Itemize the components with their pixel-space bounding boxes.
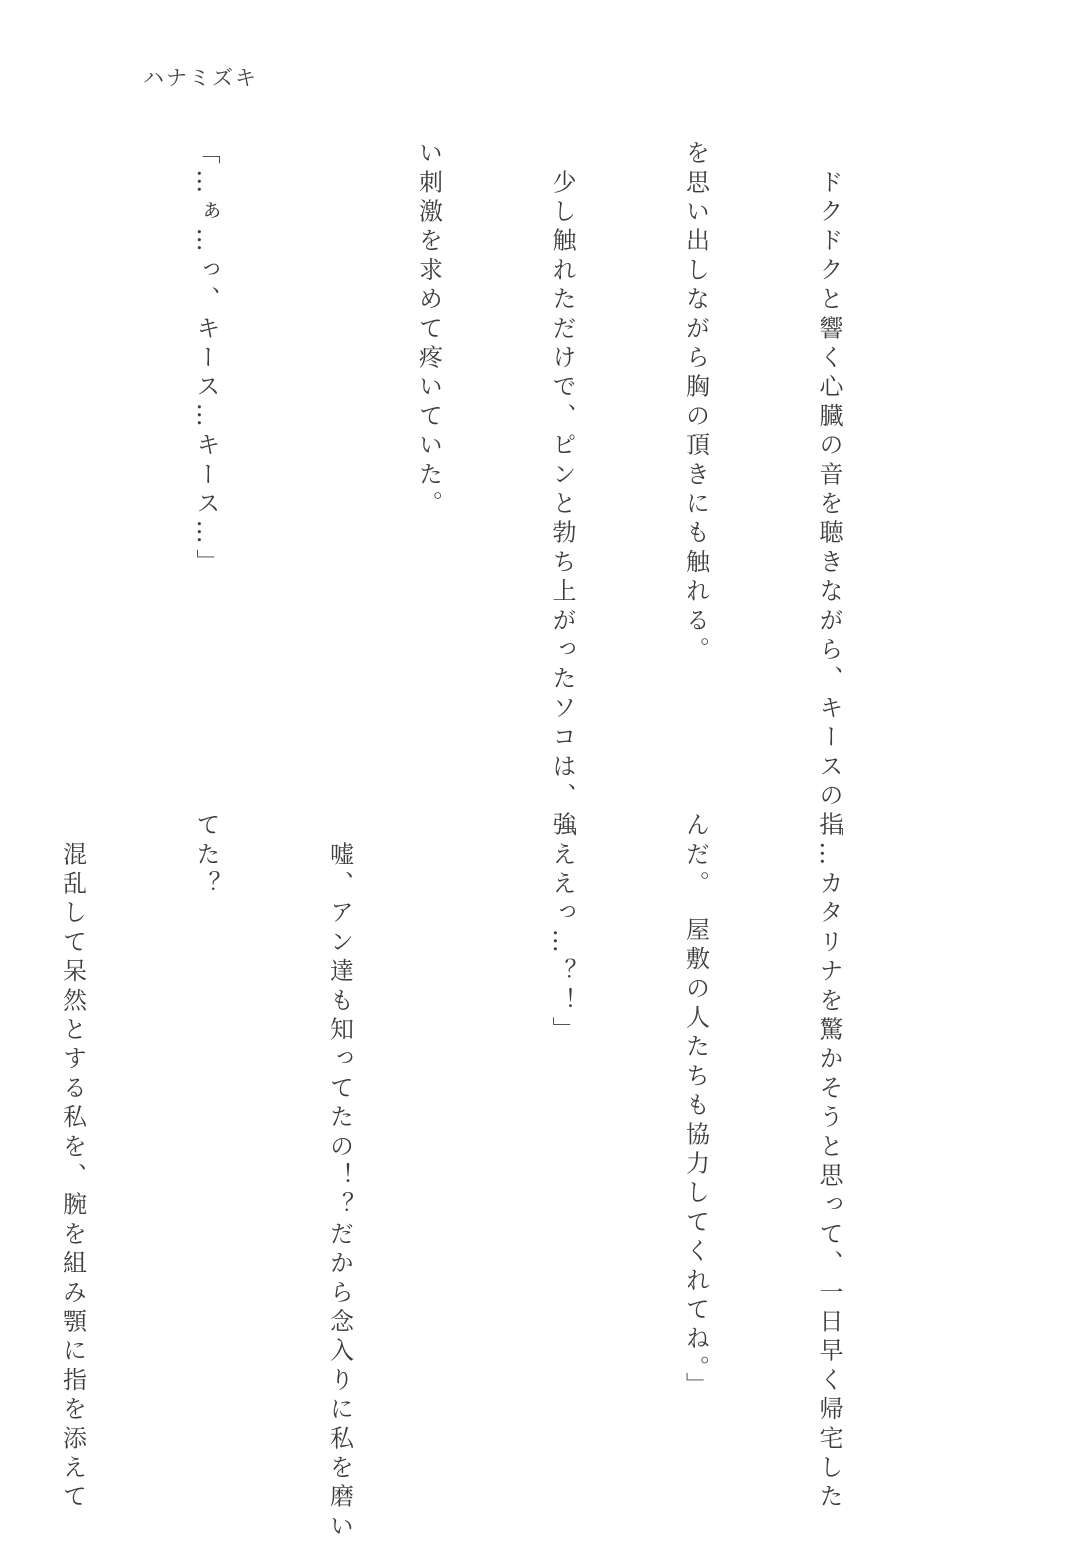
text-line: 「…カタリナを驚かそうと思って、一日早く帰宅した	[815, 812, 843, 1513]
text-line	[0, 140, 6, 760]
text-line: 嘘、アン達も知ってたの！？だから念入りに私を磨い	[325, 812, 354, 1542]
text-line: い刺激を求めて疼いていた。	[414, 140, 443, 520]
lower-text-block	[0, 812, 940, 1542]
text-line: んだ。 屋敷の人たちも協力してくれてね。」	[681, 812, 710, 1402]
text-line: 「…ぁ…っ、キース…キース…」	[192, 140, 220, 578]
upper-text-block	[0, 140, 940, 841]
text-line: てた？	[192, 812, 220, 900]
text-line: 混乱して呆然とする私を、腕を組み顎に指を添えて	[58, 812, 87, 1513]
text-line: 「ええっ…？！」	[548, 812, 576, 1046]
text-line: 少し触れただけで、ピンと勃ち上がったソコは、強	[548, 140, 576, 841]
text-line: を思い出しながら胸の頂きにも触れる。	[681, 140, 710, 666]
text-line: ドクドクと響く心臓の音を聴きながら、キースの指	[815, 140, 843, 841]
running-header: ハナミズキ	[143, 66, 258, 90]
